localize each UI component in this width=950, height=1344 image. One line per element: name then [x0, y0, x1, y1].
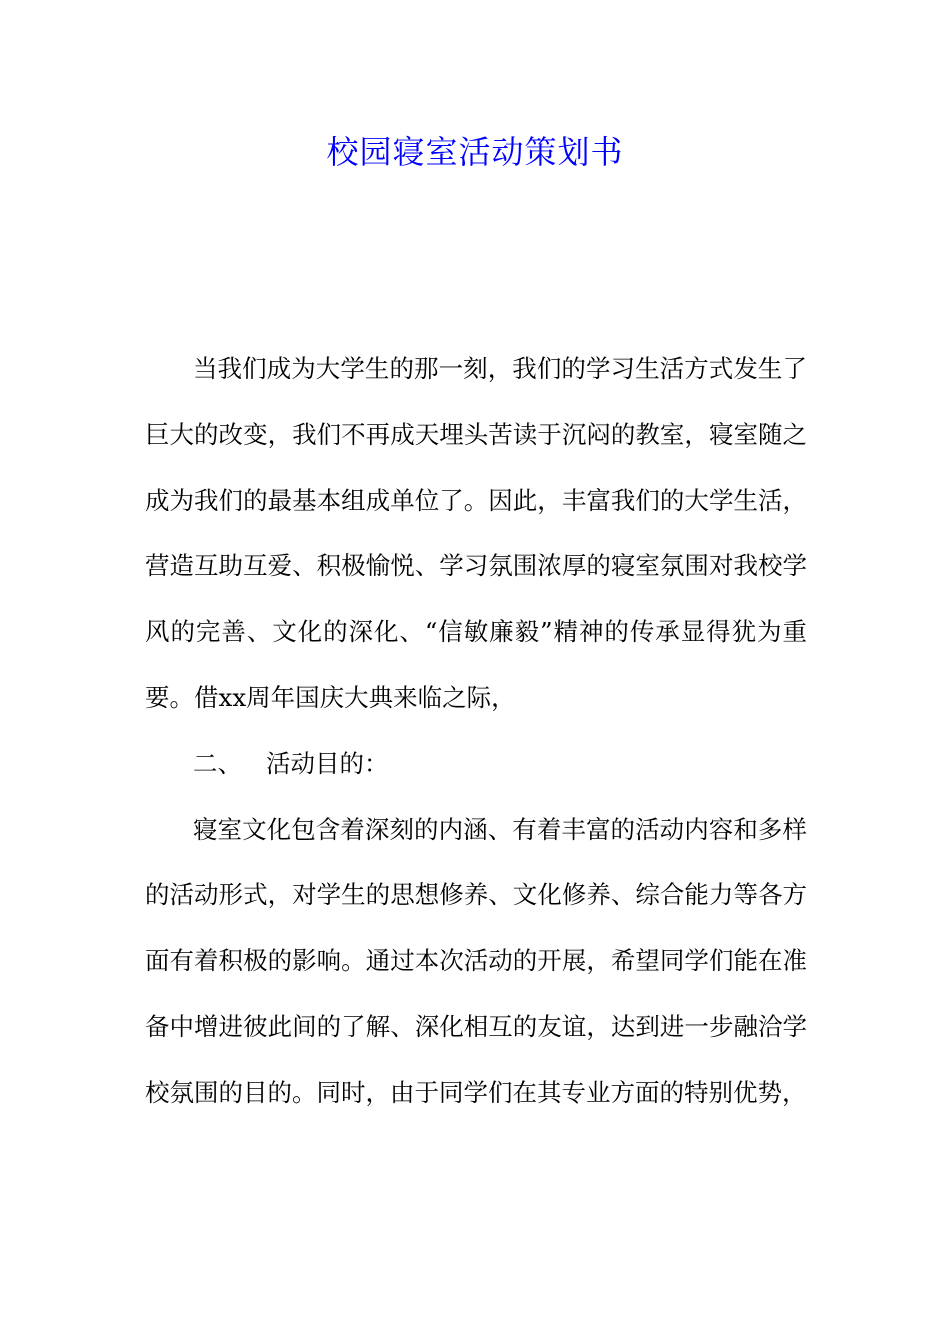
paragraph-purpose: 寝室文化包含着深刻的内涵、有着丰富的活动内容和多样的活动形式，对学生的思想修养、文化修养、综合能力等各方面有着积极的影响。通过本次活动的开展，希望同学们能在准备中增进彼此间的了解、深化相互的友谊，达到进一步融洽学校氛围的目的。同时，由于同学们在其专业方面的特别优势， — [145, 814, 807, 1107]
section-heading-text: 活动目的： — [266, 748, 389, 778]
section-number: 二、 — [193, 748, 242, 778]
document-title: 校园寝室活动策划书 — [326, 133, 624, 171]
section-heading-purpose — [145, 731, 807, 797]
document-body — [145, 336, 807, 1126]
paragraph-intro: 当我们成为大学生的那一刻，我们的学习生活方式发生了巨大的改变，我们不再成天埋头苦读于沉闷的教室，寝室随之成为我们的最基本组成单位了。因此，丰富我们的大学生活，营造互助互爱、积极愉悦、学习氛围浓厚的寝室氛围对我校学风的完善、文化的深化、“信敏廉毅”精神的传承显得犹为重要。借xx周年国庆大典来临之际， — [145, 354, 807, 712]
